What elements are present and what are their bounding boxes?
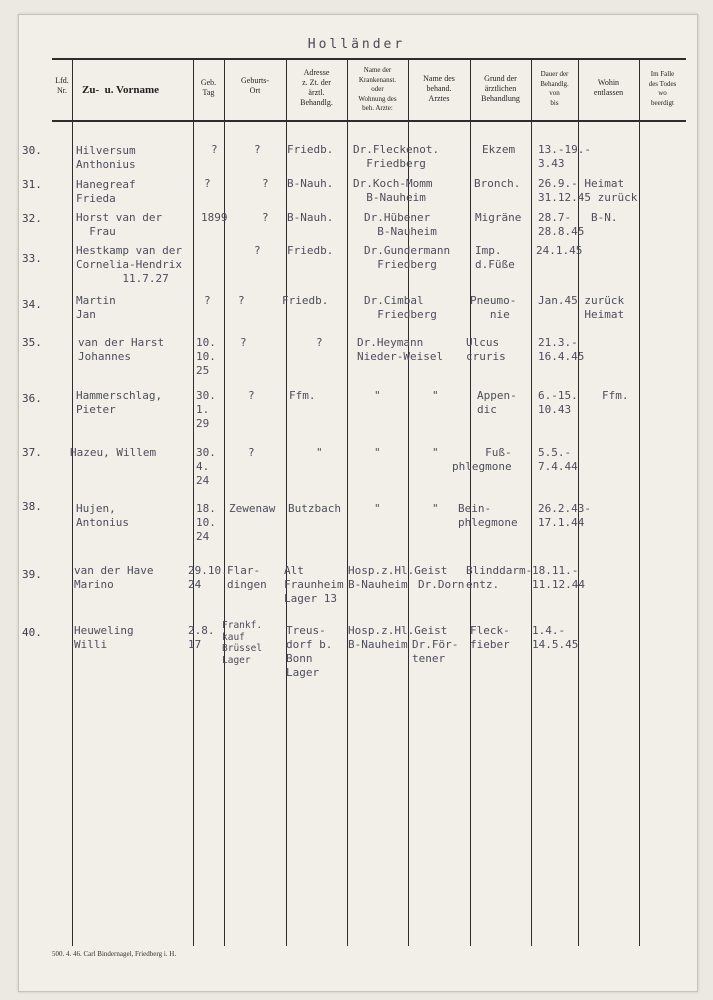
grund-cell: Bronch. [474,177,521,190]
arzt-cell: " [432,502,439,515]
krankenanstalt-cell: Dr.Gundermann Friedberg [364,244,451,271]
header-dauer: Dauer der Behandlg. von bis [540,70,569,107]
name-cell: Hujen, Antonius [76,502,129,529]
arzt-cell: " [432,446,439,459]
header-grund: Grund der ärztlichen Behandlung [481,74,520,103]
geb-tag-cell: 10. 10. 25 [196,336,216,377]
arzt-cell: Dr.För- tener [412,638,459,665]
grund-cell: Bein- phlegmone [458,502,518,529]
geb-ort-cell: ? [254,143,261,156]
row-number: 33. [22,252,42,265]
header-tod: Im Falle des Todes wo beerdigt [648,70,677,107]
geb-tag-cell: 29.10. 24 [188,564,228,591]
page-title: Holländer [307,37,406,52]
col-divider [286,58,287,946]
adresse-cell: ? [316,336,323,349]
adresse-cell: " [316,446,323,459]
name-cell: Hammerschlag, Pieter [76,389,163,416]
row-number: 38. [22,500,42,513]
geb-ort-cell: ? [248,389,255,402]
dauer-cell: 24.1.45 [536,244,583,257]
adresse-cell: Ffm. [289,389,316,402]
dauer-cell: 6.-15. 10.43 [538,389,578,416]
krankenanstalt-cell: Dr.Cimbal Friedberg [364,294,437,321]
adresse-cell: Butzbach [288,502,341,515]
header-rule [52,120,686,122]
adresse-cell: Friedb. [282,294,329,307]
geb-tag-cell: ? [204,177,211,190]
dauer-cell: 1.4.- 14.5.45 [532,624,579,651]
col-divider [193,58,194,946]
dauer-cell: Jan.45 zurück Heimat [538,294,625,321]
dauer-cell: 18.11.- 11.12.44 [532,564,585,591]
dauer-cell: 5.5.- 7.4.44 [538,446,578,473]
header-geb-tag: Geb. Tag [200,78,217,97]
row-number: 40. [22,626,42,639]
adresse-cell: Alt Fraunheim Lager 13 [284,564,344,605]
grund-cell: Ulcus cruris [466,336,506,363]
row-number: 34. [22,298,42,311]
name-cell: van der Have Marino [74,564,154,591]
row-number: 39. [22,568,42,581]
dauer-cell: 28.7- B-N. 28.8.45 [538,211,618,238]
arzt-cell: Dr.Dorn [418,578,465,591]
header-lfd-nr: Lfd. Nr. [55,76,69,95]
header-wohin: Wohin entlassen [593,78,624,97]
krankenanstalt-cell: " [374,446,381,459]
geb-tag-cell: ? [211,143,218,156]
grund-cell: Blinddarm- entz. [466,564,533,591]
krankenanstalt-cell: Dr.Fleckenot. Friedberg [353,143,440,170]
grund-cell: Imp. d.Füße [475,244,515,271]
krankenanstalt-cell: Dr.Hübener B-Nauheim [364,211,437,238]
dauer-cell: 21.3.- 16.4.45 [538,336,585,363]
arzt-cell: " [432,389,439,402]
adresse-cell: B-Nauh. [287,177,334,190]
geb-ort-cell: ? [254,244,261,257]
geb-ort-cell: Frankf. kauf Brüssel Lager [222,620,263,666]
header-krankenanstalt: Name der Krankenanst. oder Wohnung des beh. Arzte: [358,66,397,112]
geb-tag-cell: 1899 [201,211,228,224]
geb-ort-cell: Flar- dingen [227,564,267,591]
row-number: 35. [22,336,42,349]
name-cell: Heuweling Willi [74,624,134,651]
printer-imprint: 500. 4. 46. Carl Bindernagel, Friedberg i. H. [52,950,177,958]
geb-ort-cell: ? [248,446,255,459]
col-divider [224,58,225,946]
row-number: 36. [22,392,42,405]
grund-cell: Migräne [475,211,522,224]
dauer-cell: 13.-19.- 3.43 [538,143,591,170]
krankenanstalt-cell: Dr.Koch-Momm B-Nauheim [353,177,433,204]
grund-cell: Appen- dic [477,389,517,416]
row-number: 37. [22,446,42,459]
adresse-cell: Treus- dorf b. Bonn Lager [286,624,333,679]
adresse-cell: Friedb. [287,143,334,156]
geb-ort-cell: ? [238,294,245,307]
geb-tag-cell: 2.8. 17 [188,624,215,651]
header-adresse: Adresse z. Zt. der ärztl. Behandlg. [300,68,333,107]
dauer-cell: 26.2.43- 17.1.44 [538,502,591,529]
name-cell: van der Harst Johannes [78,336,165,363]
geb-tag-cell: 30. 4. 24 [196,446,216,487]
grund-cell: Fuß- phlegmone [452,446,512,473]
name-cell: Martin Jan [76,294,116,321]
header-name: Zu- u. Vorname [82,84,160,96]
krankenanstalt-cell: Dr.Heymann Nieder-Weisel [357,336,444,363]
col-divider [72,58,73,946]
row-number: 32. [22,212,42,225]
name-cell: Hilversum Anthonius [76,144,136,171]
adresse-cell: B-Nauh. [287,211,334,224]
header-geburtsort: Geburts- Ort [241,76,269,95]
geb-tag-cell: 18. 10. 24 [196,502,216,543]
col-divider [531,58,532,946]
geb-ort-cell: Zewenaw [229,502,276,515]
geb-tag-cell: ? [204,294,211,307]
col-divider [639,58,640,946]
row-number: 31. [22,178,42,191]
krankenanstalt-cell: " [374,389,381,402]
krankenanstalt-cell: Hosp.z.Hl.Geist B-Nauheim [348,624,448,651]
wohin-cell: Ffm. [602,389,629,402]
top-rule [52,58,686,60]
adresse-cell: Friedb. [287,244,334,257]
name-cell: Horst van der Frau [76,211,163,238]
krankenanstalt-cell: Hosp.z.Hl.Geist B-Nauheim [348,564,448,591]
grund-cell: Pneumo- nie [470,294,517,321]
krankenanstalt-cell: " [374,502,381,515]
header-arzt: Name des behand. Arztes [423,74,455,103]
name-cell: Hestkamp van der Cornelia-Hendrix 11.7.27 [76,244,182,285]
dauer-cell: 26.9.- Heimat 31.12.45 zurück [538,177,638,204]
geb-tag-cell: 30. 1. 29 [196,389,216,430]
geb-ort-cell: ? [262,177,269,190]
name-cell: Hazeu, Willem [70,446,157,459]
grund-cell: Ekzem [482,143,516,156]
col-divider [347,58,348,946]
row-number: 30. [22,144,42,157]
name-cell: Hanegreaf Frieda [76,178,136,205]
grund-cell: Fleck- fieber [470,624,510,651]
geb-ort-cell: ? [240,336,247,349]
geb-ort-cell: ? [262,211,269,224]
